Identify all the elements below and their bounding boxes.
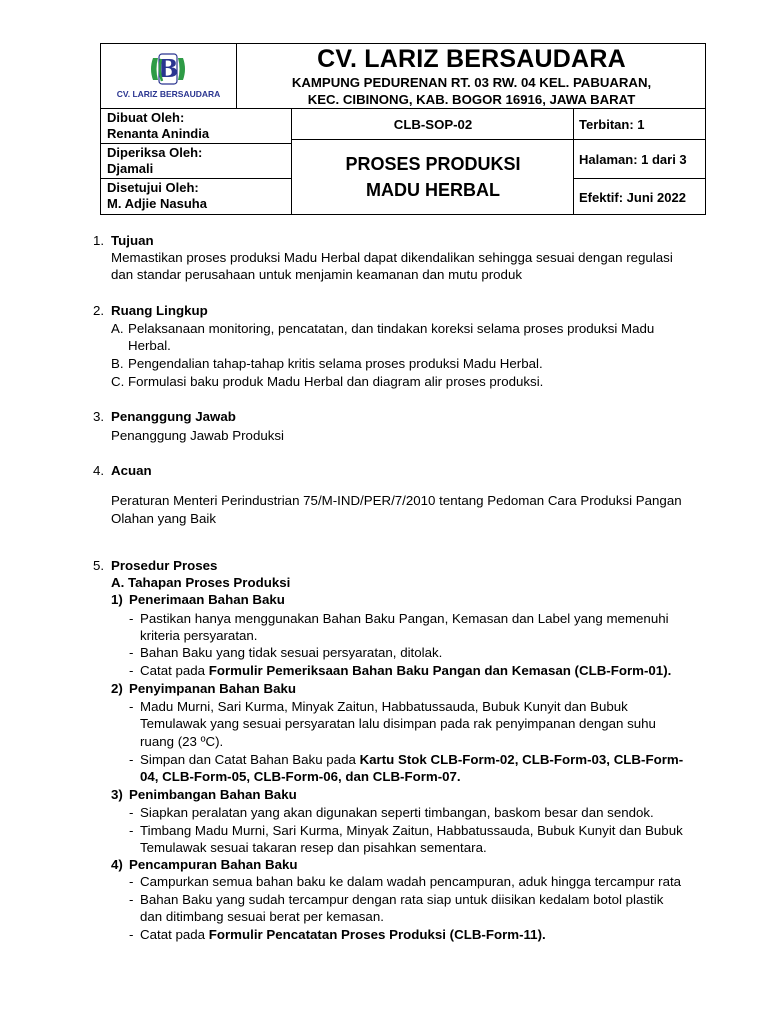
list-item: Pengendalian tahap-tahap kritis selama proses produksi Madu Herbal. <box>128 356 543 371</box>
company-name: CV. LARIZ BERSAUDARA <box>317 45 626 73</box>
bullet-text: kriteria persyaratan. <box>140 628 258 643</box>
bullet-dash: - <box>129 752 134 767</box>
approved-by-name: M. Adjie Nasuha <box>107 196 207 211</box>
svg-text:B: B <box>157 54 179 83</box>
list-marker: C. <box>111 374 125 389</box>
logo-caption: CV. LARIZ BERSAUDARA <box>116 89 221 99</box>
step-title: Penerimaan Bahan Baku <box>129 592 285 607</box>
bullet-text: Bahan Baku yang sudah tercampur dengan rata siap untuk diisikan kedalam botol plastik <box>140 892 664 907</box>
list-marker: A. <box>111 321 124 336</box>
header-rule <box>101 143 291 144</box>
step-title: Penimbangan Bahan Baku <box>129 787 297 802</box>
paragraph-line: Memastikan proses produksi Madu Herbal dapat dikendalikan sehingga sesuai dengan regulasi <box>111 250 673 265</box>
step-number: 4) <box>111 857 123 872</box>
bullet-text: ruang (23 ºC). <box>140 734 224 749</box>
checked-by-label: Diperiksa Oleh: <box>107 145 203 160</box>
form-reference: Formulir Pemeriksaan Bahan Baku Pangan dan Kemasan (CLB-Form-01). <box>208 663 672 678</box>
paragraph-line: dan standar perusahaan untuk menjamin keamanan dan mutu produk <box>111 267 522 282</box>
section-number: 3. <box>93 409 105 424</box>
section-number: 1. <box>93 233 105 248</box>
header-rule <box>101 178 291 179</box>
bullet-text: Siapkan peralatan yang akan digunakan seperti timbangan, baskom besar dan sendok. <box>140 805 654 820</box>
document-title-line2: MADU HERBAL <box>366 180 500 200</box>
bullet-text: Temulawak yang sesuai persyaratan lalu disimpan pada rak penyimpanan dengan suhu <box>140 716 656 731</box>
header-rule <box>291 139 573 140</box>
bullet-dash: - <box>129 663 134 678</box>
step-number: 3) <box>111 787 123 802</box>
header-rule <box>573 139 705 140</box>
made-by-label: Dibuat Oleh: <box>107 110 185 125</box>
document-title-line1: PROSES PRODUKSI <box>345 154 521 174</box>
section-heading-ruang-lingkup: Ruang Lingkup <box>111 303 208 318</box>
bullet-text <box>140 751 683 768</box>
header-rule <box>101 108 705 109</box>
subsection-heading: A. Tahapan Proses Produksi <box>111 575 291 590</box>
list-item: Formulasi baku produk Madu Herbal dan diagram alir proses produksi. <box>128 374 544 389</box>
section-heading-tujuan: Tujuan <box>111 233 154 248</box>
step-title: Penyimpanan Bahan Baku <box>129 681 296 696</box>
form-reference: Kartu Stok CLB-Form-02, CLB-Form-03, CLB-Form- <box>359 752 684 767</box>
section-number: 4. <box>93 463 105 478</box>
list-item: Herbal. <box>128 338 171 353</box>
bullet-dash: - <box>129 611 134 626</box>
bullet-text: Timbang Madu Murni, Sari Kurma, Minyak Zaitun, Habbatussauda, Bubuk Kunyit dan Bubuk <box>140 823 683 838</box>
bullet-dash: - <box>129 874 134 889</box>
header-rule <box>573 178 705 179</box>
paragraph-line: Olahan yang Baik <box>111 511 216 526</box>
bullet-text: Madu Murni, Sari Kurma, Minyak Zaitun, Habbatussauda, Bubuk Kunyit dan Bubuk <box>140 699 628 714</box>
section-heading-prosedur: Prosedur Proses <box>111 558 218 573</box>
issue-number: Terbitan: 1 <box>579 117 645 132</box>
made-by-name: Renanta Anindia <box>107 126 210 141</box>
step-number: 1) <box>111 592 123 607</box>
checked-by-name: Djamali <box>107 161 154 176</box>
company-logo <box>147 50 189 88</box>
bullet-dash: - <box>129 645 134 660</box>
bullet-text <box>140 662 671 679</box>
company-block <box>236 44 707 108</box>
document-header-table <box>100 43 706 215</box>
bullet-text: Pastikan hanya menggunakan Bahan Baku Pangan, Kemasan dan Label yang memenuhi <box>140 611 669 626</box>
list-marker: B. <box>111 356 124 371</box>
form-reference: 04, CLB-Form-05, CLB-Form-06, dan CLB-Form-07. <box>140 769 461 784</box>
bullet-text: dan ditimbang sesuai berat per kemasan. <box>140 909 384 924</box>
company-address-line2: KEC. CIBINONG, KAB. BOGOR 16916, JAWA BARAT <box>307 92 636 107</box>
bullet-dash: - <box>129 699 134 714</box>
section-heading-acuan: Acuan <box>111 463 152 478</box>
bullet-dash: - <box>129 927 134 942</box>
bullet-text <box>140 926 546 943</box>
step-title: Pencampuran Bahan Baku <box>129 857 298 872</box>
approved-by-label: Disetujui Oleh: <box>107 180 199 195</box>
bullet-text: Bahan Baku yang tidak sesuai persyaratan, ditolak. <box>140 645 443 660</box>
bullet-dash: - <box>129 805 134 820</box>
document-code: CLB-SOP-02 <box>393 117 473 132</box>
bullet-text: Campurkan semua bahan baku ke dalam wadah pencampuran, aduk hingga tercampur rata <box>140 874 682 889</box>
bullet-text-plain: Catat pada <box>140 927 209 942</box>
bullet-text-plain: Catat pada <box>140 663 209 678</box>
logo-cell <box>101 44 236 108</box>
paragraph-line: Peraturan Menteri Perindustrian 75/M-IND/PER/7/2010 tentang Pedoman Cara Produksi Pangan <box>111 493 682 508</box>
effective-date: Efektif: Juni 2022 <box>579 190 686 205</box>
step-number: 2) <box>111 681 123 696</box>
paragraph-line: Penanggung Jawab Produksi <box>111 428 284 443</box>
page-number: Halaman: 1 dari 3 <box>579 152 687 167</box>
section-number: 2. <box>93 303 105 318</box>
bullet-text: Temulawak sesuai takaran resep dan pisahkan sementara. <box>140 840 487 855</box>
bullet-dash: - <box>129 892 134 907</box>
list-item: Pelaksanaan monitoring, pencatatan, dan tindakan koreksi selama proses produksi Madu <box>128 321 655 336</box>
section-number: 5. <box>93 558 105 573</box>
company-address-line1: KAMPUNG PEDURENAN RT. 03 RW. 04 KEL. PABUARAN, <box>291 75 652 90</box>
bullet-text-plain: Simpan dan Catat Bahan Baku pada <box>140 752 360 767</box>
bullet-dash: - <box>129 823 134 838</box>
form-reference: Formulir Pencatatan Proses Produksi (CLB-Form-11). <box>208 927 546 942</box>
section-heading-penanggung-jawab: Penanggung Jawab <box>111 409 236 424</box>
